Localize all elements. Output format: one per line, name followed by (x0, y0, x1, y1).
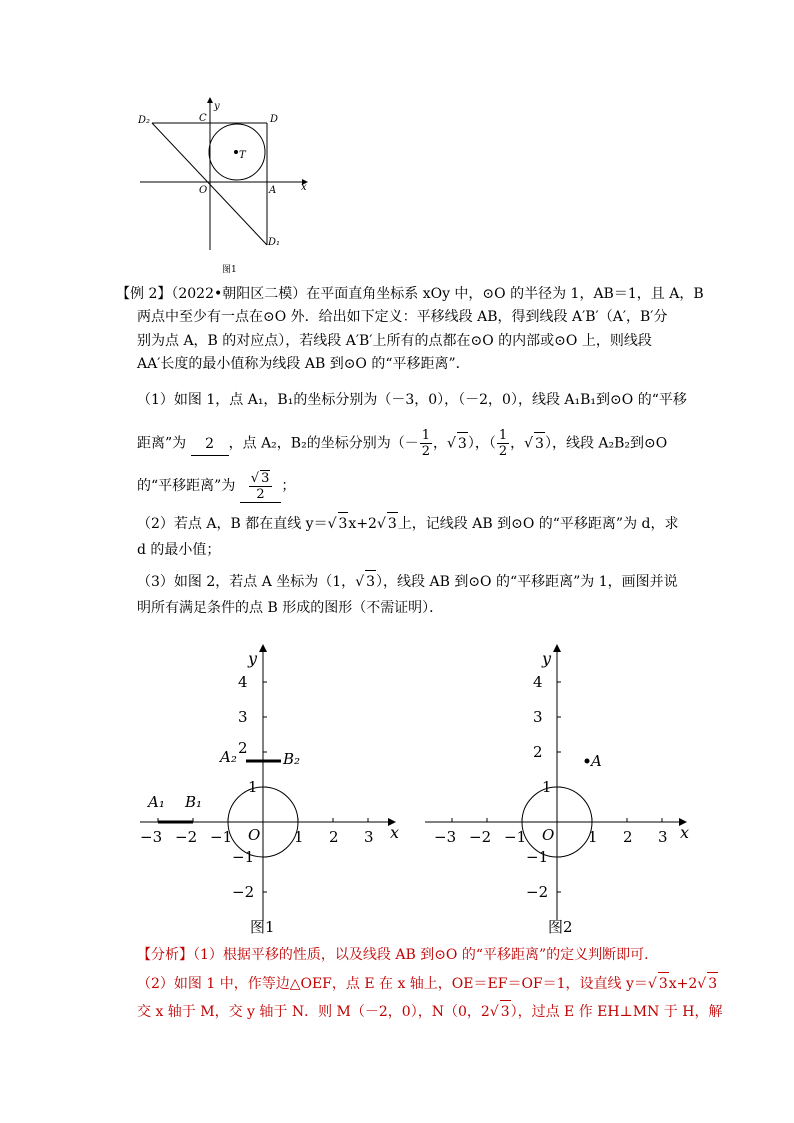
analysis-text-3: 交 x 轴于 M，交 y 轴于 N．则 M（－2，0），N（0，2 (137, 1004, 490, 1020)
q2-a-post: 上，记线段 AB 到⊙O 的“平移距离”为 d，求 (397, 516, 679, 532)
example-tag: 【例 2】 (116, 286, 172, 302)
fraction-answer: $\frac{√ 3}{2}$ (249, 470, 273, 502)
graph1-ytick: 2 (238, 739, 248, 757)
graph2-xtick: 1 (588, 828, 598, 846)
question-1-line-a: （1）如图 1，点 A₁，B₁的坐标分别为（－3，0），（－2，0），线段 A₁B₁到⊙O 的“平移 (137, 392, 687, 408)
graph2-y-arrow (553, 644, 561, 652)
question-2-line-a: （2）若点 A，B 都在直线 y＝√ 3x+2√ 3上，记线段 AB 到⊙O 的“平移距离”为 d，求 (137, 512, 679, 535)
graph1-xtick: −3 (140, 828, 163, 846)
graph1-xtick: −2 (175, 828, 198, 846)
example-text-1: 在平面直角坐标系 xOy 中，⊙O 的半径为 1，AB＝1，且 A，B (306, 286, 704, 302)
graph1-ytick: −1 (232, 848, 255, 866)
graph2-ytick: 2 (533, 743, 543, 761)
example-line-3: 别为点 A，B 的对应点），若线段 A′B′上所有的点都在⊙O 的内部或⊙O 上，则线段 (137, 333, 652, 349)
label-b1: B₁ (185, 793, 203, 811)
center-t (234, 150, 238, 154)
graph-1 (130, 640, 410, 940)
graph1-x-label: x (390, 823, 400, 842)
graph2-xtick: −3 (434, 828, 457, 846)
label-point-a: A (591, 752, 602, 770)
label-a1: A₁ (148, 793, 165, 811)
graph1-ytick: −2 (232, 883, 255, 901)
q1-b-comma: ），（ (467, 435, 496, 452)
graph2-caption: 图2 (548, 918, 573, 936)
q1-c-prefix: 的“平移距离”为 (137, 478, 236, 494)
label-x: x (301, 182, 307, 193)
label-c: C (199, 113, 207, 124)
graph2-xtick: −2 (469, 828, 492, 846)
analysis-text-2: （2）如图 1 中，作等边△OEF，点 E 在 x 轴上，OE＝EF＝OF＝1，设直线 y＝ (137, 976, 648, 992)
graph2-xtick: 2 (623, 828, 633, 846)
analysis-line-3: 交 x 轴于 M，交 y 轴于 N．则 M（－2，0），N（0，2√ 3），过点 E 作 EH⊥MN 于 H，解 (137, 1000, 722, 1023)
label-d2: D₂ (138, 115, 151, 126)
graph1-xtick: 1 (294, 828, 304, 846)
graph1-ytick: 1 (248, 778, 258, 796)
q1-answer-blank (191, 433, 229, 456)
example-line-4: AA′长度的最小值称为线段 AB 到⊙O 的“平移距离”． (137, 356, 470, 372)
q2-a-mid: x+2 (348, 516, 377, 532)
q1-c-answer-blank (240, 470, 282, 503)
example-line-1 (116, 283, 704, 305)
analysis-line-1 (137, 944, 658, 966)
graph1-origin: O (248, 826, 261, 844)
question-2-line-b: d 的最小值； (137, 542, 221, 558)
question-3-line-b: 明所有满足条件的点 B 形成的图形（不需证明）． (137, 600, 444, 616)
graph2-xtick: −1 (504, 828, 527, 846)
label-a2: A₂ (220, 748, 237, 766)
question-3-line-a: （3）如图 2，若点 A 坐标为（1，√ 3），线段 AB 到⊙O 的“平移距离”为 1，画图并说 (137, 570, 678, 593)
graph2-x-label: x (680, 823, 690, 842)
analysis-tag: 【分析】 (137, 947, 193, 963)
graph1-y-label: y (248, 649, 258, 668)
q1-b-tail: ），线段 A₂B₂到⊙O (544, 435, 668, 452)
question-1-line-b: 距离”为 2 ，点 A₂，B₂的坐标分别为（－ $\frac{1}{2}$ ，√ 3），（ $\frac{1}{2}$ ，√ 3），线段 A₂B₂到⊙O (137, 428, 668, 459)
sqrt-1: 3 (457, 432, 468, 455)
fraction-1: $\frac{1}{2}$ (421, 428, 430, 459)
q2-a-prefix: （2）若点 A，B 都在直线 y＝ (137, 516, 328, 532)
fraction-2: $\frac{1}{2}$ (498, 428, 508, 459)
q1-c-post: ； (281, 478, 296, 494)
graph2-ytick: 1 (542, 778, 552, 796)
graph1-caption: 图1 (250, 918, 275, 936)
q1-answer: 2 (205, 435, 215, 452)
label-b2: B₂ (283, 750, 301, 768)
label-d: D (270, 114, 279, 125)
label-a: A (269, 185, 277, 196)
graph-2 (415, 640, 695, 940)
analysis-line-2: （2）如图 1 中，作等边△OEF，点 E 在 x 轴上，OE＝EF＝OF＝1，设直线 y＝√ 3x+2√ 3 (137, 972, 718, 995)
graph1-y-arrow (259, 644, 267, 652)
label-y: y (214, 101, 220, 112)
top-figure (130, 95, 320, 280)
graph2-y-label: y (542, 649, 552, 668)
top-figure-caption: 图1 (222, 265, 237, 275)
sqrt-2: 3 (534, 432, 545, 455)
graph1-ytick: 4 (238, 673, 248, 691)
q3-a-post: ），线段 AB 到⊙O 的“平移距离”为 1，画图并说 (376, 574, 678, 590)
point-a-dot (585, 759, 590, 764)
question-1-line-c (137, 470, 295, 503)
q3-a-prefix: （3）如图 2，若点 A 坐标为（1， (137, 574, 356, 590)
graph2-ytick: −2 (526, 883, 549, 901)
graph1-xtick: 2 (329, 828, 339, 846)
analysis-text-1: （1）根据平移的性质，以及线段 AB 到⊙O 的“平移距离”的定义判断即可． (193, 947, 659, 963)
label-o: O (199, 185, 208, 196)
label-d1: D₁ (268, 237, 281, 248)
y-arrow (207, 97, 213, 103)
graph2-ytick: 3 (533, 708, 543, 726)
graph1-xtick: −1 (210, 828, 233, 846)
graph1-xtick: 3 (364, 828, 374, 846)
graph2-xtick: 3 (658, 828, 668, 846)
example-line-2: 两点中至少有一点在⊙O 外．给出如下定义：平移线段 AB，得到线段 A′B′（A′，B′分 (137, 309, 668, 325)
graph2-ytick: 4 (533, 673, 543, 691)
graph1-ytick: 3 (238, 708, 248, 726)
label-t: T (239, 150, 246, 161)
q1-b-mid: ，点 A₂，B₂的坐标分别为（－ (228, 435, 419, 452)
example-source: （2022•朝阳区二模） (171, 286, 307, 302)
graph2-ytick: −1 (526, 848, 549, 866)
q1-b-prefix: 距离”为 (137, 435, 187, 452)
graph2-origin: O (542, 826, 555, 844)
